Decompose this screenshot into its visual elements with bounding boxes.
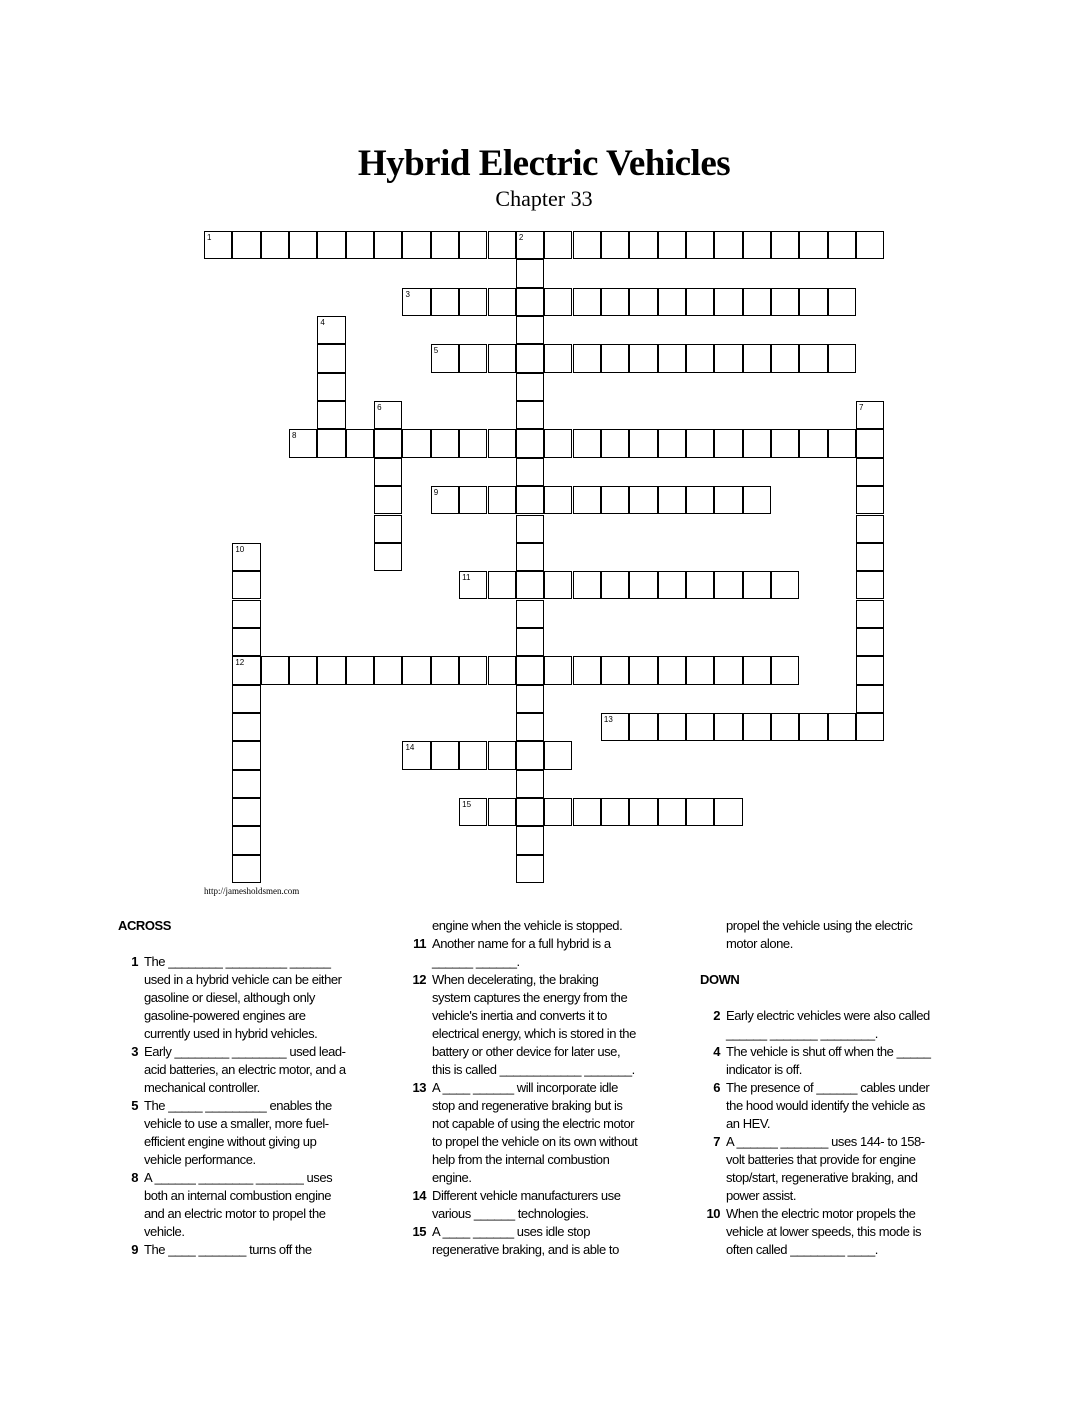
clue-item: [700, 1133, 950, 1151]
grid-cell[interactable]: [402, 429, 430, 457]
clue-text-line: ______ ______.: [432, 954, 520, 969]
clue-text: The ____ _______ turns off the: [144, 1242, 312, 1257]
grid-cell[interactable]: [601, 656, 629, 684]
grid-cell[interactable]: [488, 571, 516, 599]
grid-cell[interactable]: [573, 486, 601, 514]
grid-cell[interactable]: [686, 656, 714, 684]
clue-number: 13: [412, 1080, 426, 1095]
clue-text: When decelerating, the braking: [432, 972, 599, 987]
clue-item: [406, 971, 668, 989]
grid-cell[interactable]: [374, 429, 402, 457]
grid-cell[interactable]: [856, 515, 884, 543]
grid-cell[interactable]: [658, 429, 686, 457]
page-subtitle: Chapter 33: [495, 186, 593, 211]
clue-text-line: used in a hybrid vehicle can be either: [144, 972, 342, 987]
grid-cell[interactable]: [544, 798, 572, 826]
grid-cell[interactable]: [658, 798, 686, 826]
grid-cell[interactable]: [601, 798, 629, 826]
grid-cell[interactable]: [658, 288, 686, 316]
clue-text-line: stop and regenerative braking but is: [432, 1098, 623, 1113]
grid-cell[interactable]: [261, 656, 289, 684]
grid-cell[interactable]: [658, 656, 686, 684]
grid-cell[interactable]: [686, 429, 714, 457]
clue-text: A ______ ________ _______ uses: [144, 1170, 333, 1185]
grid-cell[interactable]: [459, 741, 487, 769]
grid-cell[interactable]: [658, 713, 686, 741]
grid-cell[interactable]: [516, 401, 544, 429]
grid-cell[interactable]: [629, 344, 657, 372]
grid-cell[interactable]: [232, 713, 260, 741]
grid-cell[interactable]: [516, 543, 544, 571]
grid-cell[interactable]: [232, 656, 260, 684]
clue-number: 1: [131, 954, 138, 969]
clue-text-line: ______ _______ ________.: [726, 1026, 878, 1041]
clue-number: 7: [859, 403, 864, 413]
grid-cell[interactable]: [573, 571, 601, 599]
clue-text: The _____ _________ enables the: [144, 1098, 332, 1113]
clue-number: 15: [462, 800, 472, 809]
grid-cell[interactable]: [516, 344, 544, 372]
clues-column-1: [118, 917, 368, 1259]
grid-cell[interactable]: [714, 571, 742, 599]
grid-cell[interactable]: [232, 798, 260, 826]
grid-cell[interactable]: [516, 600, 544, 628]
grid-cell[interactable]: [459, 288, 487, 316]
clue-text: Early ________ ________ used lead-: [144, 1044, 346, 1059]
section-heading: DOWN: [700, 972, 740, 987]
clue-text-line: motor alone.: [726, 936, 793, 951]
clue-number: 8: [131, 1170, 138, 1185]
grid-cell[interactable]: [799, 231, 827, 259]
grid-cell[interactable]: [686, 486, 714, 514]
grid-cell[interactable]: [232, 855, 260, 883]
grid-cell[interactable]: [686, 344, 714, 372]
grid-cell[interactable]: [714, 713, 742, 741]
clue-number: 2: [713, 1008, 720, 1023]
clue-text: The presence of ______ cables under: [726, 1080, 930, 1095]
grid-cell[interactable]: [743, 713, 771, 741]
grid-cell[interactable]: [743, 288, 771, 316]
grid-cell[interactable]: [544, 486, 572, 514]
grid-cell[interactable]: [317, 231, 345, 259]
grid-cell[interactable]: [317, 373, 345, 401]
clue-text-line: indicator is off.: [726, 1062, 802, 1077]
grid-cell[interactable]: [232, 685, 260, 713]
clue-text-line: volt batteries that provide for engine: [726, 1152, 916, 1167]
clue-text-line: often called ________ ____.: [726, 1242, 878, 1257]
clue-number: 5: [131, 1098, 138, 1113]
grid-cell[interactable]: [771, 344, 799, 372]
clue-text-line: battery or other device for later use,: [432, 1044, 621, 1059]
grid-cell[interactable]: [488, 486, 516, 514]
clue-text: Different vehicle manufacturers use: [432, 1188, 621, 1203]
clue-number: 14: [405, 743, 415, 753]
grid-cell[interactable]: [374, 401, 402, 429]
grid-cell[interactable]: [516, 231, 544, 259]
clue-text-line: vehicle performance.: [144, 1152, 256, 1167]
grid-cell[interactable]: [317, 401, 345, 429]
grid-cell[interactable]: [799, 429, 827, 457]
grid-cell[interactable]: [516, 288, 544, 316]
clue-number: 8: [292, 431, 297, 441]
grid-cell[interactable]: [828, 713, 856, 741]
grid-cell[interactable]: [459, 571, 487, 599]
grid-cell[interactable]: [459, 798, 487, 826]
grid-cell[interactable]: [743, 656, 771, 684]
clue-number: 11: [413, 936, 426, 951]
grid-cell[interactable]: [516, 685, 544, 713]
clue-number: 10: [235, 544, 245, 554]
spacer: [700, 953, 950, 971]
grid-cell[interactable]: [544, 288, 572, 316]
clue-number: 13: [603, 714, 613, 724]
grid-cell[interactable]: [686, 798, 714, 826]
clue-text-line: various ______ technologies.: [432, 1206, 589, 1221]
grid-cell[interactable]: [544, 344, 572, 372]
clues-column-3: [700, 917, 950, 1259]
clue-text-line: both an internal combustion engine: [144, 1188, 332, 1203]
clue-item: [700, 1043, 950, 1061]
clue-text-line: gasoline or diesel, although only: [144, 990, 315, 1005]
grid-cell[interactable]: [856, 543, 884, 571]
grid-cell[interactable]: [317, 316, 345, 344]
clue-text-line: vehicle at lower speeds, this mode is: [726, 1224, 922, 1239]
clue-number: 9: [131, 1242, 138, 1257]
clue-text-line: regenerative braking, and is able to: [432, 1242, 619, 1257]
source-url: http://jamesholdsmen.com: [204, 886, 300, 896]
grid-cell[interactable]: [856, 458, 884, 486]
grid-cell[interactable]: [516, 429, 544, 457]
grid-cell[interactable]: [346, 231, 374, 259]
clue-item: [118, 953, 368, 971]
grid-cell[interactable]: [771, 713, 799, 741]
clue-text-line: this is called ____________ _______.: [432, 1062, 635, 1077]
clue-text-line: efficient engine without giving up: [144, 1134, 317, 1149]
grid-cell[interactable]: [488, 798, 516, 826]
spacer: [118, 935, 368, 953]
grid-cell[interactable]: [516, 656, 544, 684]
grid-cell[interactable]: [232, 543, 260, 571]
clue-text-line: the hood would identify the vehicle as: [726, 1098, 925, 1113]
grid-cell[interactable]: [601, 486, 629, 514]
grid-cell[interactable]: [573, 288, 601, 316]
grid-cell[interactable]: [346, 429, 374, 457]
grid-cell[interactable]: [544, 571, 572, 599]
clue-text: A ____ ______ uses idle stop: [432, 1224, 590, 1239]
grid-cell[interactable]: [544, 429, 572, 457]
clue-text: The ________ _________ ______: [144, 954, 331, 969]
grid-cell[interactable]: [516, 458, 544, 486]
grid-cell[interactable]: [261, 231, 289, 259]
clue-number: 3: [405, 289, 410, 299]
grid-cell[interactable]: [856, 231, 884, 259]
grid-cell[interactable]: [289, 429, 317, 457]
grid-cell[interactable]: [828, 429, 856, 457]
clue-number: 5: [433, 346, 439, 356]
grid-cell[interactable]: [799, 344, 827, 372]
clue-text-line: system captures the energy from the: [432, 990, 628, 1005]
grid-cell[interactable]: [629, 798, 657, 826]
clue-text-line: acid batteries, an electric motor, and a: [144, 1062, 346, 1077]
grid-cell[interactable]: [601, 713, 629, 741]
grid-cell[interactable]: [516, 515, 544, 543]
grid-cell[interactable]: [686, 713, 714, 741]
page-title: Hybrid Electric Vehicles: [357, 143, 731, 184]
clue-item: [700, 1205, 950, 1223]
grid-cell[interactable]: [374, 486, 402, 514]
clue-text-line: and an electric motor to propel the: [144, 1206, 326, 1221]
section-heading: ACROSS: [118, 918, 171, 933]
grid-cell[interactable]: [488, 741, 516, 769]
grid-cell[interactable]: [799, 713, 827, 741]
grid-cell[interactable]: [516, 316, 544, 344]
grid-cell[interactable]: [658, 231, 686, 259]
grid-cell[interactable]: [714, 486, 742, 514]
grid-cell[interactable]: [431, 231, 459, 259]
grid-cell[interactable]: [232, 600, 260, 628]
clue-text-line: gasoline-powered engines are: [144, 1008, 306, 1023]
grid-cell[interactable]: [204, 231, 232, 259]
grid-cell[interactable]: [374, 656, 402, 684]
grid-cell[interactable]: [516, 259, 544, 287]
grid-cell[interactable]: [459, 344, 487, 372]
clue-item: [406, 1079, 668, 1097]
grid-cell[interactable]: [544, 231, 572, 259]
clue-item: [118, 1043, 368, 1061]
grid-cell[interactable]: [402, 288, 430, 316]
grid-cell[interactable]: [488, 429, 516, 457]
grid-cell[interactable]: [516, 798, 544, 826]
grid-cell[interactable]: [601, 344, 629, 372]
grid-cell[interactable]: [856, 600, 884, 628]
clue-text: The vehicle is shut off when the _____: [726, 1044, 931, 1059]
grid-cell[interactable]: [714, 288, 742, 316]
grid-cell[interactable]: [629, 571, 657, 599]
grid-cell[interactable]: [714, 344, 742, 372]
grid-cell[interactable]: [601, 231, 629, 259]
clue-text-line: stop/start, regenerative braking, and: [726, 1170, 918, 1185]
grid-cell[interactable]: [232, 826, 260, 854]
clue-text: When the electric motor propels the: [726, 1206, 916, 1221]
grid-cell[interactable]: [516, 826, 544, 854]
grid-cell[interactable]: [317, 344, 345, 372]
clue-text-line: to propel the vehicle on its own without: [432, 1134, 638, 1149]
grid-cell[interactable]: [629, 656, 657, 684]
grid-cell[interactable]: [629, 486, 657, 514]
grid-cell[interactable]: [771, 571, 799, 599]
clue-item: [406, 935, 668, 953]
grid-cell[interactable]: [658, 486, 686, 514]
grid-cell[interactable]: [431, 429, 459, 457]
clue-text-line: power assist.: [726, 1188, 797, 1203]
grid-cell[interactable]: [232, 231, 260, 259]
grid-cell[interactable]: [488, 231, 516, 259]
grid-cell[interactable]: [828, 344, 856, 372]
grid-cell[interactable]: [658, 571, 686, 599]
grid-cell[interactable]: [658, 344, 686, 372]
grid-cell[interactable]: [232, 770, 260, 798]
grid-cell[interactable]: [856, 685, 884, 713]
clue-text-line: help from the internal combustion: [432, 1152, 610, 1167]
clue-text: Another name for a full hybrid is a: [432, 936, 611, 951]
grid-cell[interactable]: [686, 571, 714, 599]
grid-cell[interactable]: [374, 515, 402, 543]
clue-number: 4: [320, 318, 325, 328]
grid-cell[interactable]: [573, 344, 601, 372]
clue-number: 15: [412, 1224, 426, 1239]
clue-item: [406, 1187, 668, 1205]
clue-item: [406, 1223, 668, 1241]
grid-cell[interactable]: [431, 486, 459, 514]
grid-cell[interactable]: [516, 628, 544, 656]
grid-cell[interactable]: [743, 429, 771, 457]
grid-cell[interactable]: [686, 288, 714, 316]
clue-number: 12: [235, 658, 245, 668]
grid-cell[interactable]: [374, 543, 402, 571]
grid-cell[interactable]: [516, 571, 544, 599]
grid-cell[interactable]: [459, 231, 487, 259]
grid-cell[interactable]: [317, 656, 345, 684]
grid-cell[interactable]: [402, 656, 430, 684]
clue-number: 14: [412, 1188, 426, 1203]
grid-cell[interactable]: [856, 401, 884, 429]
grid-cell[interactable]: [601, 429, 629, 457]
grid-cell[interactable]: [573, 798, 601, 826]
grid-cell[interactable]: [601, 571, 629, 599]
grid-cell[interactable]: [573, 429, 601, 457]
grid-cell[interactable]: [459, 656, 487, 684]
grid-cell[interactable]: [402, 231, 430, 259]
grid-cell[interactable]: [629, 429, 657, 457]
grid-cell[interactable]: [686, 231, 714, 259]
grid-cell[interactable]: [346, 656, 374, 684]
grid-cell[interactable]: [771, 429, 799, 457]
grid-cell[interactable]: [232, 571, 260, 599]
grid-cell[interactable]: [771, 231, 799, 259]
grid-cell[interactable]: [544, 741, 572, 769]
clue-number: 9: [433, 488, 439, 498]
clue-item: [700, 1079, 950, 1097]
clue-text-line: propel the vehicle using the electric: [726, 918, 913, 933]
clue-number: 6: [377, 403, 382, 413]
grid-cell[interactable]: [431, 288, 459, 316]
grid-cell[interactable]: [544, 656, 572, 684]
grid-cell[interactable]: [771, 656, 799, 684]
grid-cell[interactable]: [573, 656, 601, 684]
grid-cell[interactable]: [232, 628, 260, 656]
clue-text-line: vehicle to use a smaller, more fuel-: [144, 1116, 329, 1131]
clue-text-line: vehicle.: [144, 1224, 185, 1239]
grid-cell[interactable]: [629, 288, 657, 316]
clue-text-line: currently used in hybrid vehicles.: [144, 1026, 318, 1041]
clue-text-line: engine when the vehicle is stopped.: [432, 918, 623, 933]
clue-number: 7: [713, 1134, 720, 1149]
clue-number: 4: [713, 1044, 720, 1059]
clues-column-2: [406, 917, 668, 1259]
grid-cell[interactable]: [856, 656, 884, 684]
grid-cell[interactable]: [856, 713, 884, 741]
grid-cell[interactable]: [743, 231, 771, 259]
grid-cell[interactable]: [629, 713, 657, 741]
grid-cell[interactable]: [374, 231, 402, 259]
clue-text-line: engine.: [432, 1170, 472, 1185]
clue-item: [118, 1169, 368, 1187]
grid-cell[interactable]: [516, 486, 544, 514]
grid-cell[interactable]: [317, 429, 345, 457]
clue-number: 11: [462, 573, 471, 583]
grid-cell[interactable]: [714, 429, 742, 457]
grid-cell[interactable]: [714, 656, 742, 684]
grid-cell[interactable]: [799, 288, 827, 316]
grid-cell[interactable]: [289, 231, 317, 259]
clue-item: [700, 1007, 950, 1025]
clue-number: 6: [713, 1080, 720, 1095]
grid-cell[interactable]: [714, 231, 742, 259]
clue-text: A ______ _______ uses 144- to 158-: [726, 1134, 925, 1149]
grid-cell[interactable]: [488, 288, 516, 316]
grid-cell[interactable]: [573, 231, 601, 259]
grid-cell[interactable]: [856, 429, 884, 457]
clue-text-line: an HEV.: [726, 1116, 771, 1131]
grid-cell[interactable]: [232, 741, 260, 769]
clue-item: [118, 1097, 368, 1115]
grid-cell[interactable]: [743, 486, 771, 514]
grid-cell[interactable]: [856, 571, 884, 599]
grid-cell[interactable]: [374, 458, 402, 486]
grid-cell[interactable]: [828, 231, 856, 259]
clue-number: 2: [518, 233, 524, 242]
grid-cell[interactable]: [402, 741, 430, 769]
grid-cell[interactable]: [516, 770, 544, 798]
clue-number: 1: [207, 233, 212, 242]
clue-number: 12: [412, 972, 426, 987]
grid-cell[interactable]: [856, 628, 884, 656]
grid-cell[interactable]: [516, 373, 544, 401]
clue-text: Early electric vehicles were also called: [726, 1008, 930, 1023]
grid-cell[interactable]: [289, 656, 317, 684]
clue-text-line: electrical energy, which is stored in the: [432, 1026, 636, 1041]
clue-text-line: not capable of using the electric motor: [432, 1116, 635, 1131]
clue-text-line: mechanical controller.: [144, 1080, 260, 1095]
grid-cell[interactable]: [516, 713, 544, 741]
grid-cell[interactable]: [771, 288, 799, 316]
grid-cell[interactable]: [743, 344, 771, 372]
grid-cell[interactable]: [629, 231, 657, 259]
clue-text: A ____ ______ will incorporate idle: [432, 1080, 618, 1095]
grid-cell[interactable]: [459, 429, 487, 457]
grid-cell[interactable]: [488, 344, 516, 372]
grid-cell[interactable]: [516, 741, 544, 769]
grid-cell[interactable]: [714, 798, 742, 826]
grid-cell[interactable]: [431, 741, 459, 769]
grid-cell[interactable]: [488, 656, 516, 684]
grid-cell[interactable]: [601, 288, 629, 316]
grid-cell[interactable]: [856, 486, 884, 514]
grid-cell[interactable]: [743, 571, 771, 599]
grid-cell[interactable]: [516, 855, 544, 883]
grid-cell[interactable]: [459, 486, 487, 514]
clue-item: [118, 1241, 368, 1259]
clue-number: 3: [131, 1044, 138, 1059]
spacer: [700, 989, 950, 1007]
grid-cell[interactable]: [828, 288, 856, 316]
clue-number: 10: [706, 1206, 720, 1221]
grid-cell[interactable]: [431, 656, 459, 684]
grid-cell[interactable]: [431, 344, 459, 372]
clue-text-line: vehicle's inertia and converts it to: [432, 1008, 607, 1023]
